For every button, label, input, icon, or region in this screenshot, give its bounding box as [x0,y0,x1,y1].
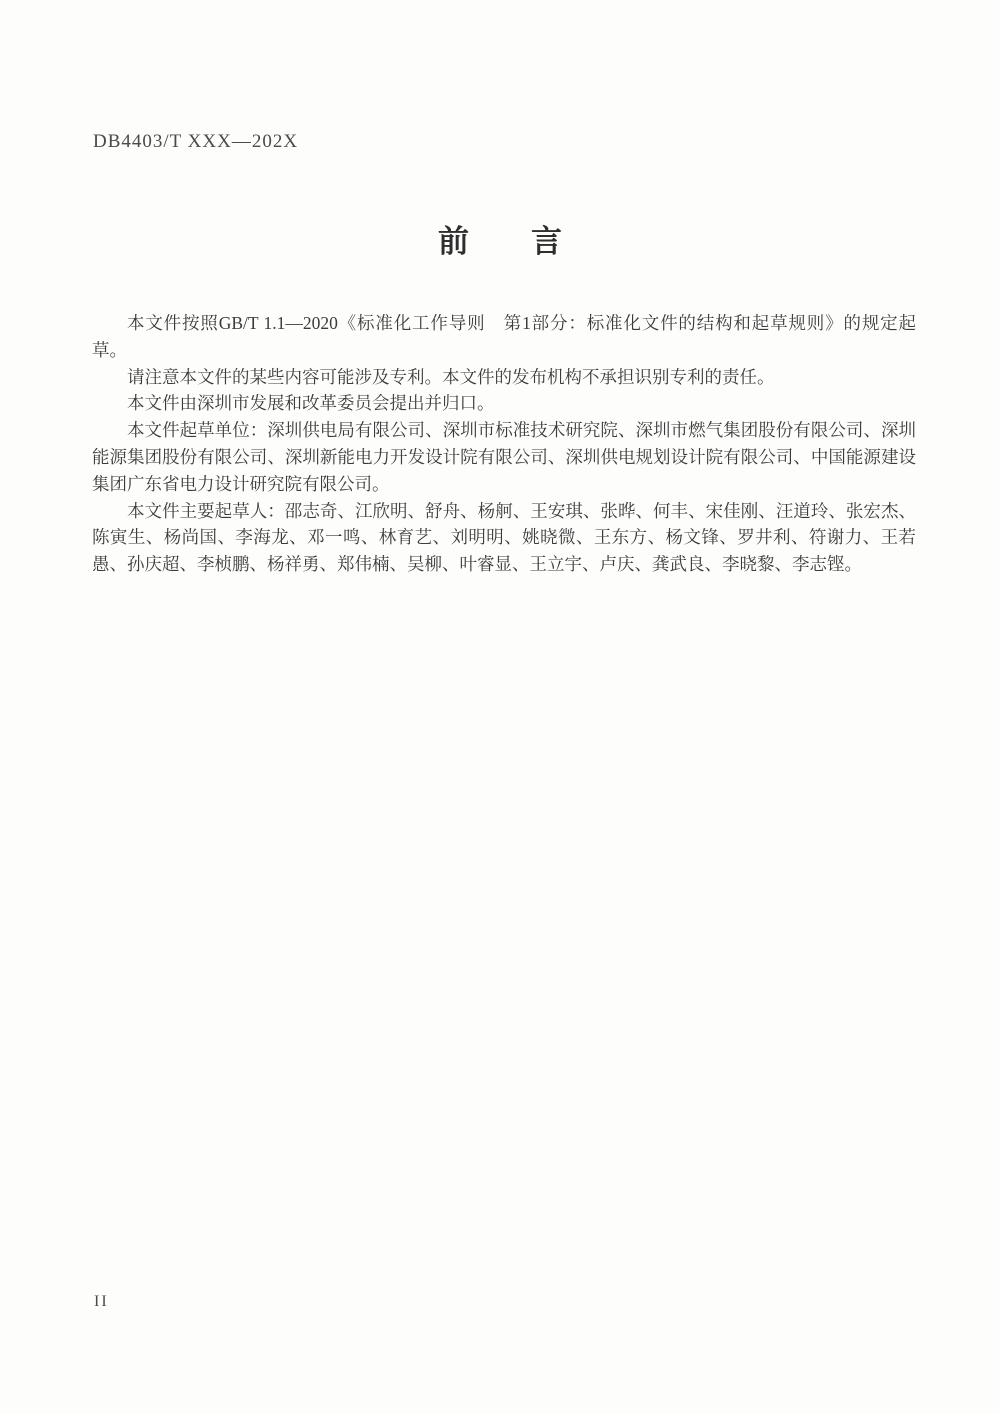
paragraph-patent-notice: 请注意本文件的某些内容可能涉及专利。本文件的发布机构不承担识别专利的责任。 [127,366,775,387]
paragraph-proposing-organization: 本文件由深圳市发展和改革委员会提出并归口。 [127,393,495,414]
paragraph-drafting-basis: 本文件按照GB/T 1.1—2020《标准化工作导则 第1部分：标准化文件的结构和起草规则》的规定起草。 [92,313,916,360]
document-body [92,310,916,578]
page-number: II [94,1293,109,1310]
standard-number: DB4403/T XXX—202X [93,131,299,152]
paragraph-drafting-organizations: 本文件起草单位：深圳供电局有限公司、深圳市标准技术研究院、深圳市燃气集团股份有限公司、深圳能源集团股份有限公司、深圳新能电力开发设计院有限公司、深圳供电规划设计院有限公司、中国能源建设集团广东省电力设计研究院有限公司。 [92,420,916,494]
paragraph-main-drafters: 本文件主要起草人：邵志奇、江欣明、舒舟、杨舸、王安琪、张晔、何丰、宋佳刚、汪道玲、张宏杰、陈寅生、杨尚国、李海龙、邓一鸣、林育艺、刘明明、姚晓微、王东方、杨文锋、罗井利、符谢力、王若愚、孙庆超、李桢鹏、杨祥勇、郑伟楠、吴柳、叶睿显、王立宇、卢庆、龚武良、李晓黎、李志铿。 [92,500,916,575]
foreword-title: 前 言 [438,224,562,259]
